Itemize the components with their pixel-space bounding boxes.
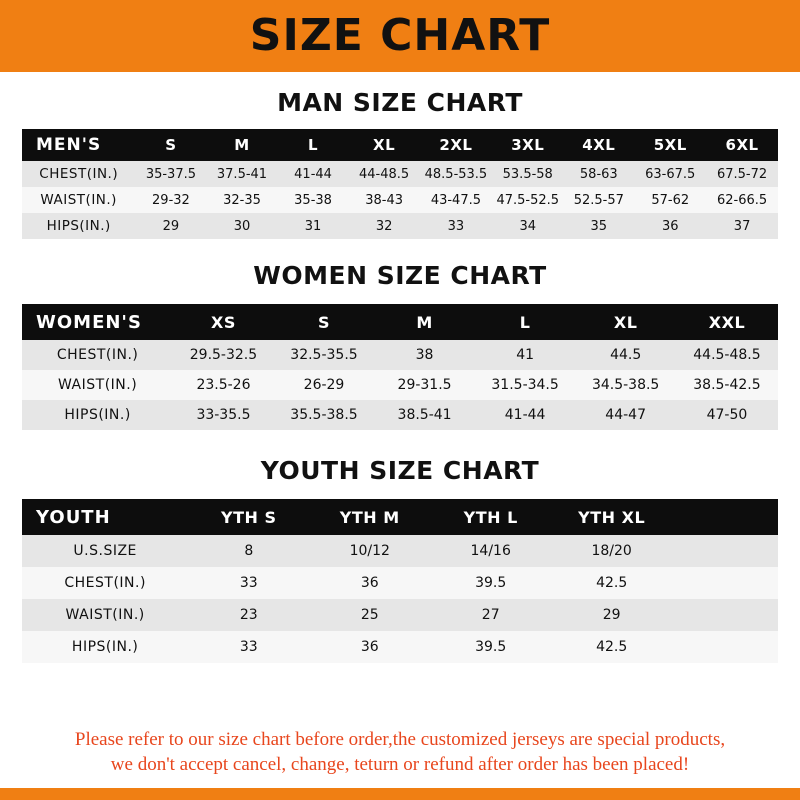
men-chest-m: 37.5-41 [216,166,268,182]
men-waist-l: 35-38 [294,192,332,208]
table-row [22,400,778,430]
youth-ussize-xl: 18/20 [591,543,632,559]
men-header-m: M [234,136,250,154]
men-chest-2xl: 48.5-53.5 [424,166,488,182]
men-chest-4xl: 58-63 [579,166,618,182]
youth-hips-s: 33 [239,639,258,655]
men-chest-s: 35-37.5 [145,166,197,182]
men-row-label-hips: HIPS(IN.) [46,218,111,234]
men-hips-s: 29 [162,218,180,234]
youth-header-m: YTH M [339,507,400,527]
men-hips-6xl: 37 [733,218,751,234]
women-waist-xl: 34.5-38.5 [591,377,660,393]
men-hips-l: 31 [304,218,322,234]
women-hips-s: 35.5-38.5 [290,407,358,423]
men-hips-m: 30 [233,218,251,234]
youth-ussize-l: 14/16 [470,543,511,559]
women-size-table [22,304,778,430]
men-hips-4xl: 35 [590,218,608,234]
bottom-accent-bar [0,788,800,800]
women-row-label-hips: HIPS(IN.) [64,407,131,423]
men-header-2xl: 2XL [439,136,473,154]
men-header-s: S [165,136,177,154]
charts-content [0,72,800,713]
women-header-s: S [317,312,331,332]
youth-chest-s: 33 [239,575,258,591]
youth-header-s: YTH S [221,507,277,527]
women-header-xs: XS [211,312,236,332]
women-chest-xxl: 44.5-48.5 [693,347,761,363]
men-waist-6xl: 62-66.5 [716,192,768,208]
table-row [22,535,778,567]
youth-hips-blank [672,631,778,663]
disclaimer-note [0,713,800,788]
youth-size-table [22,499,778,663]
youth-hips-xl: 42.5 [596,639,628,655]
youth-header-xl: YTH XL [578,507,646,527]
header-banner [0,0,800,72]
women-header-label: WOMEN'S [36,311,142,333]
youth-hips-l: 39.5 [475,639,507,655]
youth-chest-l: 39.5 [475,575,507,591]
men-header-4xl: 4XL [582,136,616,154]
men-header-6xl: 6XL [725,136,759,154]
table-row [22,370,778,400]
disclaimer-line-1: Please refer to our size chart before order,the customized jerseys are special products, [74,728,726,750]
table-header-row [22,499,778,535]
table-row [22,340,778,370]
men-chest-xl: 44-48.5 [359,166,410,182]
youth-row-label-waist: WAIST(IN.) [65,607,145,623]
men-chest-6xl: 67.5-72 [716,166,768,182]
men-chest-3xl: 53.5-58 [502,166,553,182]
women-chest-xs: 29.5-32.5 [189,347,258,363]
men-waist-xl: 38-43 [365,192,403,208]
disclaimer-line-2: we don't accept cancel, change, teturn or refund after order has been placed! [110,754,690,776]
women-hips-l: 41-44 [504,407,546,423]
men-hips-2xl: 33 [447,218,465,234]
youth-row-label-hips: HIPS(IN.) [71,639,139,655]
women-hips-xxl: 47-50 [706,407,748,423]
women-section-title: WOMEN SIZE CHART [253,261,547,290]
table-row [22,187,778,213]
men-row-label-chest: CHEST(IN.) [39,166,119,182]
youth-waist-l: 27 [481,607,500,623]
men-hips-5xl: 36 [661,218,679,234]
youth-chest-xl: 42.5 [596,575,628,591]
women-waist-l: 31.5-34.5 [491,377,559,393]
men-waist-2xl: 43-47.5 [430,192,482,208]
youth-ussize-s: 8 [244,543,254,559]
men-waist-5xl: 57-62 [651,192,690,208]
men-header-l: L [308,136,319,154]
women-waist-xs: 23.5-26 [196,377,251,393]
youth-chest-m: 36 [360,575,379,591]
women-waist-s: 26-29 [303,377,345,393]
women-header-xl: XL [613,312,638,332]
youth-waist-xl: 29 [602,607,621,623]
youth-ussize-blank [672,535,778,567]
women-row-label-chest: CHEST(IN.) [56,347,139,363]
youth-header-l: YTH L [463,507,518,527]
men-hips-xl: 32 [375,218,393,234]
youth-header-blank [672,499,778,535]
women-header-m: M [416,312,433,332]
men-header-xl: XL [373,136,396,154]
men-waist-m: 32-35 [223,192,261,208]
women-chest-xl: 44.5 [610,347,642,363]
women-hips-xl: 44-47 [605,407,646,423]
youth-waist-blank [672,599,778,631]
youth-waist-m: 25 [360,607,379,623]
men-waist-3xl: 47.5-52.5 [496,192,560,208]
table-header-row [22,304,778,340]
table-row [22,599,778,631]
women-row-label-waist: WAIST(IN.) [57,377,138,393]
table-header-row [22,129,778,161]
men-waist-s: 29-32 [152,192,190,208]
table-row [22,161,778,187]
men-hips-3xl: 34 [519,218,536,234]
youth-section-title: YOUTH SIZE CHART [260,456,540,485]
table-row [22,631,778,663]
youth-row-label-chest: CHEST(IN.) [64,575,146,591]
youth-ussize-m: 10/12 [349,543,390,559]
page-title: SIZE CHART [249,10,551,61]
table-row [22,213,778,239]
women-waist-m: 29-31.5 [397,377,452,393]
men-header-3xl: 3XL [511,136,545,154]
men-section-title: MAN SIZE CHART [277,88,523,117]
women-chest-s: 32.5-35.5 [290,347,358,363]
youth-chest-blank [672,567,778,599]
women-hips-m: 38.5-41 [397,407,452,423]
youth-waist-s: 23 [239,607,258,623]
women-chest-l: 41 [516,347,535,363]
youth-header-label: YOUTH [36,506,111,528]
women-header-xxl: XXL [708,312,746,332]
men-header-label: MEN'S [36,135,102,155]
men-chest-5xl: 63-67.5 [645,166,696,182]
women-header-l: L [519,312,531,332]
men-row-label-waist: WAIST(IN.) [40,192,117,208]
youth-hips-m: 36 [360,639,379,655]
men-size-table [22,129,778,239]
women-waist-xxl: 38.5-42.5 [693,377,761,393]
men-waist-4xl: 52.5-57 [573,192,624,208]
women-chest-m: 38 [415,347,434,363]
women-hips-xs: 33-35.5 [196,407,251,423]
table-row [22,567,778,599]
youth-row-label-ussize: U.S.SIZE [73,543,137,559]
men-chest-l: 41-44 [294,166,332,182]
men-header-5xl: 5XL [653,136,687,154]
